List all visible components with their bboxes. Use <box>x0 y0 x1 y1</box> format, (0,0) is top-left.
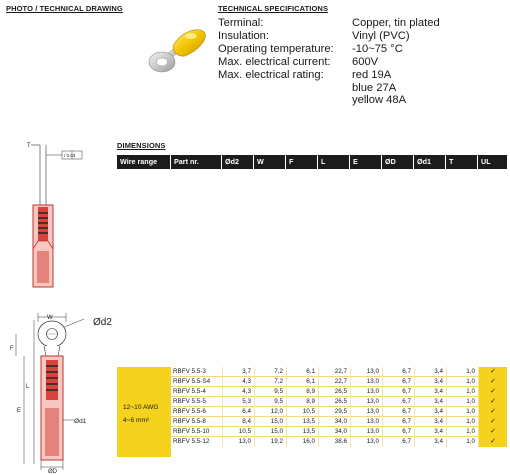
specs-heading: TECHNICAL SPECIFICATIONS <box>218 4 329 13</box>
cell-w: 9,5 <box>254 397 286 407</box>
dimensions-header-row <box>117 155 507 169</box>
wire-range-awg: 12~10 AWG <box>123 404 159 411</box>
cell-w: 12,0 <box>254 407 286 417</box>
label-big-d: ØD <box>48 469 58 475</box>
spec-label-rating: Max. electrical rating: <box>218 68 324 81</box>
table-row <box>171 407 507 417</box>
cell-ul: ✓ <box>478 417 507 427</box>
cell-d2: 13,0 <box>222 437 254 447</box>
cell-d2: 4,3 <box>222 387 254 397</box>
cell-f: 10,5 <box>286 407 318 417</box>
col-l: L <box>318 155 350 169</box>
spec-value-rating-red: red 19A <box>352 68 392 81</box>
cell-big-d: 6,7 <box>382 367 414 377</box>
cell-t: 1,0 <box>446 367 478 377</box>
label-w: W <box>47 315 53 321</box>
label-f: F <box>10 346 14 352</box>
cell-w: 7,2 <box>254 377 286 387</box>
cell-t: 1,0 <box>446 427 478 437</box>
spec-label-current: Max. electrical current: <box>218 55 331 68</box>
table-rows <box>171 367 507 457</box>
cell-t: 1,0 <box>446 437 478 447</box>
col-wire-range: Wire range <box>117 155 171 169</box>
cell-f: 6,1 <box>286 377 318 387</box>
cell-w: 15,0 <box>254 427 286 437</box>
flatness-label: / 0.03 <box>64 153 76 158</box>
spec-label-temperature: Operating temperature: <box>218 42 334 55</box>
spec-value-terminal: Copper, tin plated <box>352 17 440 29</box>
cell-d1: 3,4 <box>414 377 446 387</box>
spec-labels <box>218 17 348 82</box>
product-photo <box>140 20 208 78</box>
cell-d1: 3,4 <box>414 367 446 377</box>
cell-l: 29,5 <box>318 407 350 417</box>
col-e: E <box>350 155 382 169</box>
dimensions-table <box>117 367 507 457</box>
col-d2: Ød2 <box>222 155 254 169</box>
cell-f: 16,0 <box>286 437 318 447</box>
spec-values <box>352 17 502 107</box>
cell-big-d: 6,7 <box>382 377 414 387</box>
cell-ul: ✓ <box>478 377 507 387</box>
col-d1: Ød1 <box>414 155 446 169</box>
cell-f: 8,9 <box>286 397 318 407</box>
col-part-nr: Part nr. <box>171 155 222 169</box>
spec-value-rating-yellow: yellow 48A <box>352 94 407 107</box>
spec-label-insulation: Insulation: <box>218 29 269 42</box>
cell-e: 13,0 <box>350 387 382 397</box>
cell-big-d: 6,7 <box>382 427 414 437</box>
front-view-drawing <box>8 308 118 475</box>
cell-f: 13,5 <box>286 417 318 427</box>
cell-d1: 3,4 <box>414 417 446 427</box>
cell-part-nr: RBFV 5.5-10 <box>173 428 210 435</box>
cell-ul: ✓ <box>478 387 507 397</box>
cell-l: 34,0 <box>318 417 350 427</box>
cell-t: 1,0 <box>446 397 478 407</box>
cell-big-d: 6,7 <box>382 387 414 397</box>
table-row <box>171 377 507 387</box>
cell-part-nr: RBFV 5.5-6 <box>173 408 206 415</box>
cell-ul: ✓ <box>478 427 507 437</box>
cell-part-nr: RBFV 5.5-3 <box>173 368 206 375</box>
table-row <box>171 427 507 437</box>
col-w: W <box>254 155 286 169</box>
col-ul: UL <box>481 157 491 166</box>
cell-l: 22,7 <box>318 367 350 377</box>
spec-value-temperature: -10~75 °C <box>352 42 403 55</box>
cell-d1: 3,4 <box>414 427 446 437</box>
cell-big-d: 6,7 <box>382 437 414 447</box>
cell-f: 13,5 <box>286 427 318 437</box>
dimensions-heading: DIMENSIONS <box>117 141 166 150</box>
cell-w: 15,0 <box>254 417 286 427</box>
cell-w: 9,5 <box>254 387 286 397</box>
spec-value-current: 600V <box>352 55 379 68</box>
cell-d2: 5,3 <box>222 397 254 407</box>
cell-l: 26,5 <box>318 387 350 397</box>
cell-d1: 3,4 <box>414 397 446 407</box>
cell-d2: 3,7 <box>222 367 254 377</box>
cell-l: 34,0 <box>318 427 350 437</box>
col-f: F <box>286 155 318 169</box>
cell-e: 13,0 <box>350 437 382 447</box>
col-t: T <box>446 155 478 169</box>
wire-range-mm2: 4~6 mm² <box>123 417 150 424</box>
cell-big-d: 6,7 <box>382 407 414 417</box>
spec-label-terminal: Terminal: <box>218 17 264 29</box>
cell-t: 1,0 <box>446 417 478 427</box>
label-d1: Ød1 <box>74 418 87 425</box>
cell-part-nr: RBFV 5.5-S4 <box>173 378 211 385</box>
cell-d2: 4,3 <box>222 377 254 387</box>
cell-e: 13,0 <box>350 397 382 407</box>
cell-ul: ✓ <box>478 437 507 447</box>
cell-w: 19,2 <box>254 437 286 447</box>
cell-l: 22,7 <box>318 377 350 387</box>
cell-e: 13,0 <box>350 427 382 437</box>
cell-part-nr: RBFV 5.5-12 <box>173 438 210 445</box>
cell-d1: 3,4 <box>414 387 446 397</box>
photo-heading: PHOTO / TECHNICAL DRAWING <box>6 4 123 13</box>
label-l: L <box>26 384 30 390</box>
cell-e: 13,0 <box>350 377 382 387</box>
label-d2: Ød2 <box>93 317 112 328</box>
cell-part-nr: RBFV 5.5-8 <box>173 418 206 425</box>
table-row <box>171 397 507 407</box>
cell-f: 6,1 <box>286 367 318 377</box>
col-big-d: ØD <box>382 155 414 169</box>
wire-range-cell <box>117 367 171 457</box>
table-row <box>171 417 507 427</box>
cell-d1: 3,4 <box>414 437 446 447</box>
spec-value-rating-blue: blue 27A <box>352 81 397 94</box>
cell-ul: ✓ <box>478 367 507 377</box>
cell-t: 1,0 <box>446 387 478 397</box>
cell-e: 13,0 <box>350 367 382 377</box>
cell-e: 13,0 <box>350 417 382 427</box>
cell-w: 7,2 <box>254 367 286 377</box>
cell-f: 8,9 <box>286 387 318 397</box>
cell-t: 1,0 <box>446 407 478 417</box>
cell-ul: ✓ <box>478 407 507 417</box>
table-row <box>171 367 507 377</box>
cell-t: 1,0 <box>446 377 478 387</box>
label-t: T <box>27 143 31 149</box>
label-e: E <box>17 408 22 414</box>
cell-ul: ✓ <box>478 397 507 407</box>
cell-d1: 3,4 <box>414 407 446 417</box>
cell-e: 13,0 <box>350 407 382 417</box>
cell-part-nr: RBFV 5.5-5 <box>173 398 206 405</box>
table-row <box>171 387 507 397</box>
spec-value-insulation: Vinyl (PVC) <box>352 29 410 42</box>
cell-big-d: 6,7 <box>382 397 414 407</box>
cell-big-d: 6,7 <box>382 417 414 427</box>
cell-l: 26,5 <box>318 397 350 407</box>
cell-d2: 6,4 <box>222 407 254 417</box>
cell-d2: 8,4 <box>222 417 254 427</box>
cell-part-nr: RBFV 5.5-4 <box>173 388 206 395</box>
side-view-drawing <box>18 137 113 297</box>
cell-l: 38,6 <box>318 437 350 447</box>
cell-d2: 10,5 <box>222 427 254 437</box>
table-row <box>171 437 507 447</box>
